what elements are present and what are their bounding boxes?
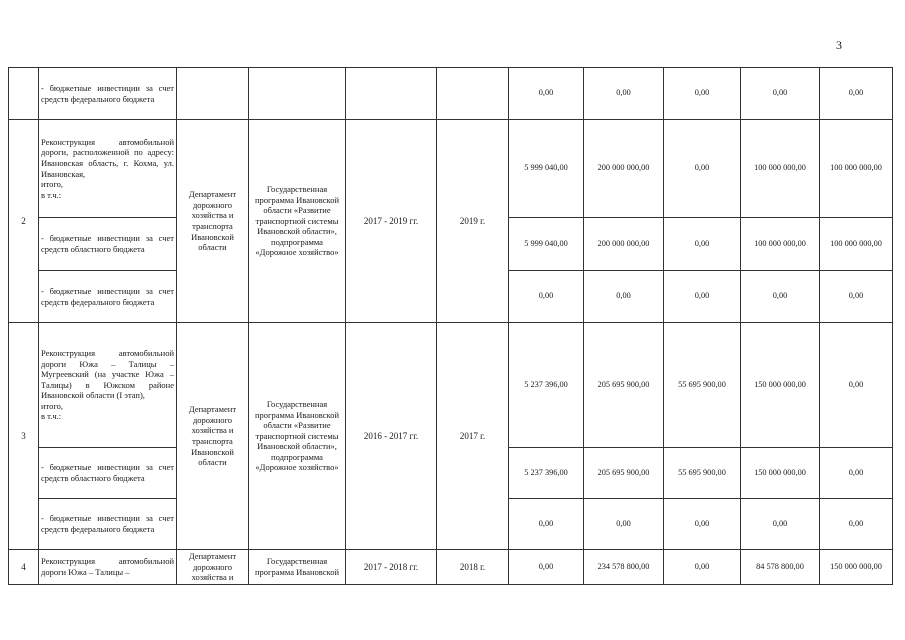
financing-source-label: - бюджетные инвестиции за счет средств областного бюджета xyxy=(39,218,177,271)
value-cell: 5 237 396,00 xyxy=(509,448,584,499)
total-label: итого, xyxy=(41,400,64,411)
period-cell: 2017 - 2018 гг. xyxy=(346,550,437,585)
department-cell: Департамент дорожного хозяйства и транспорта Ивановской области xyxy=(177,323,249,550)
table-row xyxy=(9,550,893,585)
value-cell: 84 578 800,00 xyxy=(741,550,820,585)
value-cell: 0,00 xyxy=(664,550,741,585)
value-cell: 205 695 900,00 xyxy=(584,448,664,499)
value-cell: 100 000 000,00 xyxy=(741,120,820,218)
value-cell: 150 000 000,00 xyxy=(820,550,893,585)
page-number: 3 xyxy=(836,38,842,52)
value-cell: 0,00 xyxy=(509,68,584,120)
object-index: 3 xyxy=(9,323,39,550)
department-cell: Департамент дорожного хозяйства и xyxy=(177,550,249,585)
index-cell xyxy=(9,68,39,120)
value-cell: 0,00 xyxy=(820,499,893,550)
object-index: 4 xyxy=(9,550,39,585)
value-cell: 200 000 000,00 xyxy=(584,120,664,218)
value-cell: 0,00 xyxy=(820,271,893,323)
value-cell: 0,00 xyxy=(820,68,893,120)
value-cell: 0,00 xyxy=(664,499,741,550)
period-cell xyxy=(346,68,437,120)
value-cell: 5 237 396,00 xyxy=(509,323,584,448)
value-cell: 234 578 800,00 xyxy=(584,550,664,585)
table-row xyxy=(9,120,893,218)
year-cell: 2017 г. xyxy=(437,323,509,550)
period-cell: 2016 - 2017 гг. xyxy=(346,323,437,550)
program-cell: Государственная программа Ивановской xyxy=(249,550,346,585)
object-title: Реконструкция автомобильной дороги Южа – Талицы – xyxy=(41,556,174,577)
program-cell: Государственная программа Ивановской области «Развитие транспортной системы Ивановской области», подпрограмма «Дорожное хозяйство» xyxy=(249,120,346,323)
value-cell: 0,00 xyxy=(741,271,820,323)
value-cell: 0,00 xyxy=(820,448,893,499)
value-cell: 0,00 xyxy=(664,68,741,120)
value-cell: 0,00 xyxy=(509,550,584,585)
value-cell: 0,00 xyxy=(584,68,664,120)
value-cell: 200 000 000,00 xyxy=(584,218,664,271)
program-cell: Государственная программа Ивановской области «Развитие транспортной системы Ивановской области», подпрограмма «Дорожное хозяйство» xyxy=(249,323,346,550)
value-cell: 0,00 xyxy=(820,323,893,448)
table-row xyxy=(9,323,893,448)
value-cell: 0,00 xyxy=(664,218,741,271)
value-cell: 205 695 900,00 xyxy=(584,323,664,448)
year-cell: 2018 г. xyxy=(437,550,509,585)
department-cell: Департамент дорожного хозяйства и транспорта Ивановской области xyxy=(177,120,249,323)
object-index: 2 xyxy=(9,120,39,323)
incl-label: в т.ч.: xyxy=(41,411,62,422)
year-cell xyxy=(437,68,509,120)
financing-source-label: - бюджетные инвестиции за счет средств федерального бюджета xyxy=(39,271,177,323)
budget-table xyxy=(8,67,893,585)
financing-source-label: - бюджетные инвестиции за счет средств федерального бюджета xyxy=(39,499,177,550)
value-cell: 5 999 040,00 xyxy=(509,218,584,271)
object-description xyxy=(39,550,177,585)
department-cell xyxy=(177,68,249,120)
value-cell: 0,00 xyxy=(664,271,741,323)
financing-source-label: - бюджетные инвестиции за счет средств областного бюджета xyxy=(39,448,177,499)
table-row xyxy=(9,68,893,120)
value-cell: 0,00 xyxy=(584,499,664,550)
value-cell: 100 000 000,00 xyxy=(741,218,820,271)
object-title: Реконструкция автомобильной дороги, расположенной по адресу: Ивановская область, г. Кохма, ул. Ивановская, xyxy=(41,136,174,179)
value-cell: 55 695 900,00 xyxy=(664,448,741,499)
value-cell: 0,00 xyxy=(741,68,820,120)
value-cell: 100 000 000,00 xyxy=(820,120,893,218)
value-cell: 0,00 xyxy=(509,271,584,323)
object-title: Реконструкция автомобильной дороги Южа – Талицы – Мугреевский (на участке Южа – Талицы) в Южском районе Ивановской области (I этап), xyxy=(41,347,174,401)
incl-label: в т.ч.: xyxy=(41,189,62,200)
value-cell: 100 000 000,00 xyxy=(820,218,893,271)
year-cell: 2019 г. xyxy=(437,120,509,323)
value-cell: 150 000 000,00 xyxy=(741,323,820,448)
value-cell: 0,00 xyxy=(509,499,584,550)
financing-source-label: - бюджетные инвестиции за счет средств федерального бюджета xyxy=(39,68,177,120)
value-cell: 0,00 xyxy=(664,120,741,218)
value-cell: 0,00 xyxy=(584,271,664,323)
object-description xyxy=(39,120,177,218)
value-cell: 150 000 000,00 xyxy=(741,448,820,499)
program-cell xyxy=(249,68,346,120)
value-cell: 5 999 040,00 xyxy=(509,120,584,218)
value-cell: 0,00 xyxy=(741,499,820,550)
value-cell: 55 695 900,00 xyxy=(664,323,741,448)
total-label: итого, xyxy=(41,179,64,190)
object-description xyxy=(39,323,177,448)
period-cell: 2017 - 2019 гг. xyxy=(346,120,437,323)
